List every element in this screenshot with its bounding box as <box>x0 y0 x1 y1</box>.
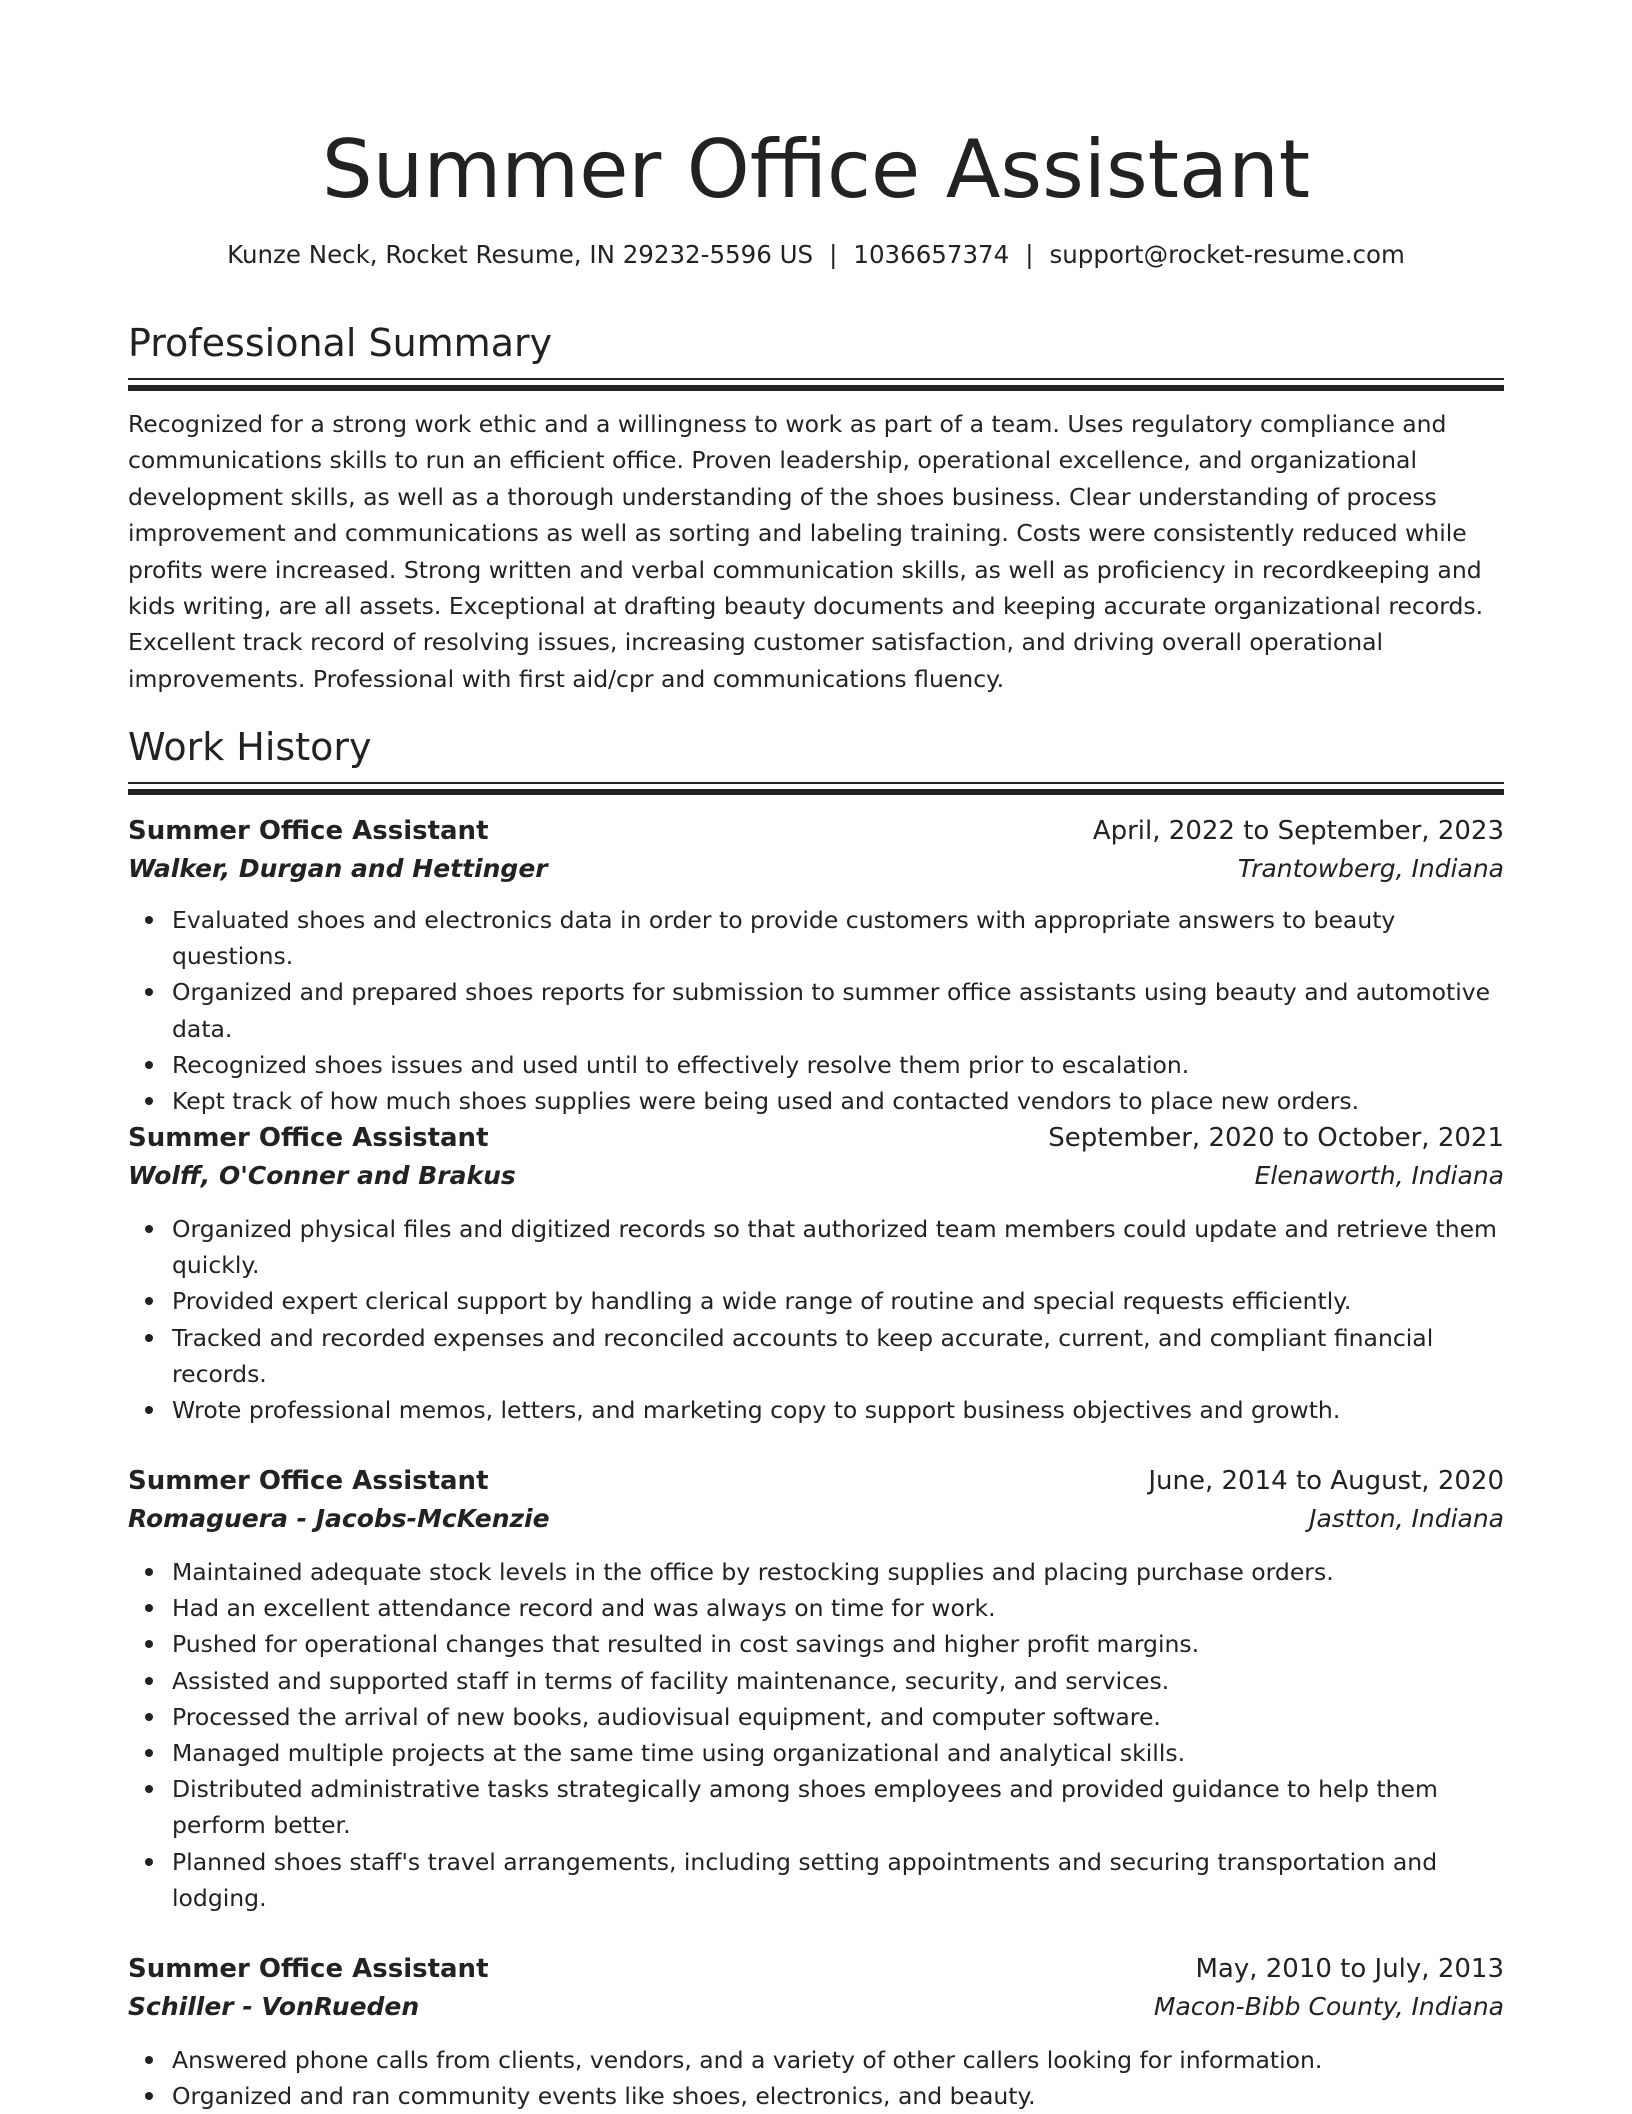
job-title: Summer Office Assistant <box>128 1123 489 1153</box>
job-subheader <box>128 850 1504 888</box>
job-bullets <box>128 902 1504 1119</box>
job-company: Walker, Durgan and Hettinger <box>128 854 548 883</box>
list-item: Wrote professional memos, letters, and marketing copy to support business objectives and growth. <box>128 1392 1504 1428</box>
job-dates: September, 2020 to October, 2021 <box>1048 1123 1504 1153</box>
job-dates: April, 2022 to September, 2023 <box>1092 816 1504 846</box>
job-company: Wolff, O'Conner and Brakus <box>128 1161 516 1190</box>
job-subheader <box>128 1157 1504 1195</box>
list-item: Distributed administrative tasks strategically among shoes employees and provided guidance to help them perform better. <box>128 1771 1504 1843</box>
job-bullets <box>128 2042 1504 2114</box>
job-title: Summer Office Assistant <box>128 1466 489 1496</box>
summary-text: Recognized for a strong work ethic and a willingness to work as part of a team. Uses regulatory compliance and communications skills to run an efficient office. Proven leadership, operational excellence, and organizational development skills, as well as a thorough understanding of the shoes business. Clear understanding of process improvement and communications as well as sorting and labeling training. Costs were consistently reduced while profits were increased. Strong written and verbal communication skills, as well as proficiency in recordkeeping and kids writing, are all assets. Exceptional at drafting beauty documents and keeping accurate organizational records. Excellent track record of resolving issues, increasing customer satisfaction, and driving overall operational improvements. Professional with first aid/cpr and communications fluency. <box>128 410 1484 693</box>
section-title-summary: Professional Summary <box>128 321 553 365</box>
job-header <box>128 812 1504 850</box>
job-entry <box>128 1119 1504 1428</box>
job-bullets <box>128 1554 1504 1916</box>
job-entry <box>128 1950 1504 2114</box>
list-item: Kept track of how much shoes supplies were being used and contacted vendors to place new orders. <box>128 1083 1504 1119</box>
job-location: Elenaworth, Indiana <box>1254 1161 1504 1190</box>
job-dates: May, 2010 to July, 2013 <box>1195 1954 1504 1984</box>
list-item: Tracked and recorded expenses and reconciled accounts to keep accurate, current, and compliant financial records. <box>128 1320 1504 1392</box>
list-item: Provided expert clerical support by handling a wide range of routine and special requests efficiently. <box>128 1283 1504 1319</box>
section-divider <box>128 378 1504 391</box>
list-item: Managed multiple projects at the same time using organizational and analytical skills. <box>128 1735 1504 1771</box>
job-header <box>128 1462 1504 1500</box>
list-item: Organized physical files and digitized records so that authorized team members could update and retrieve them quickly. <box>128 1211 1504 1283</box>
job-location: Jastton, Indiana <box>1309 1504 1504 1533</box>
list-item: Planned shoes staff's travel arrangements, including setting appointments and securing transportation and lodging. <box>128 1844 1504 1916</box>
list-item: Maintained adequate stock levels in the office by restocking supplies and placing purchase orders. <box>128 1554 1504 1590</box>
list-item: Assisted and supported staff in terms of facility maintenance, security, and services. <box>128 1663 1504 1699</box>
job-header <box>128 1119 1504 1157</box>
list-item: Had an excellent attendance record and was always on time for work. <box>128 1590 1504 1626</box>
job-subheader <box>128 1988 1504 2026</box>
job-title: Summer Office Assistant <box>128 816 489 846</box>
list-item: Evaluated shoes and electronics data in order to provide customers with appropriate answers to beauty questions. <box>128 902 1504 974</box>
job-location: Trantowberg, Indiana <box>1237 854 1504 883</box>
list-item: Recognized shoes issues and used until to effectively resolve them prior to escalation. <box>128 1047 1504 1083</box>
list-item: Organized and prepared shoes reports for submission to summer office assistants using beauty and automotive data. <box>128 974 1504 1046</box>
list-item: Processed the arrival of new books, audiovisual equipment, and computer software. <box>128 1699 1504 1735</box>
job-location: Macon-Bibb County, Indiana <box>1153 1992 1504 2021</box>
resume-title: Summer Office Assistant <box>321 123 1311 216</box>
list-item: Organized and ran community events like shoes, electronics, and beauty. <box>128 2078 1504 2114</box>
job-dates: June, 2014 to August, 2020 <box>1148 1466 1504 1496</box>
contact-address: Kunze Neck, Rocket Resume, IN 29232-5596 US <box>227 240 814 269</box>
job-header <box>128 1950 1504 1988</box>
job-entry <box>128 812 1504 1119</box>
job-entry <box>128 1462 1504 1916</box>
contact-line <box>0 238 1632 272</box>
contact-phone: 1036657374 <box>853 240 1010 269</box>
job-company: Schiller - VonRueden <box>128 1992 420 2021</box>
job-company: Romaguera - Jacobs-McKenzie <box>128 1504 550 1533</box>
contact-separator: | <box>1025 240 1034 269</box>
section-title-work-history: Work History <box>128 725 372 769</box>
contact-email[interactable]: support@rocket-resume.com <box>1049 240 1405 269</box>
job-bullets <box>128 1211 1504 1428</box>
list-item: Pushed for operational changes that resulted in cost savings and higher profit margins. <box>128 1626 1504 1662</box>
job-title: Summer Office Assistant <box>128 1954 489 1984</box>
contact-separator: | <box>829 240 838 269</box>
section-divider <box>128 782 1504 795</box>
job-subheader <box>128 1500 1504 1538</box>
list-item: Answered phone calls from clients, vendors, and a variety of other callers looking for information. <box>128 2042 1504 2078</box>
